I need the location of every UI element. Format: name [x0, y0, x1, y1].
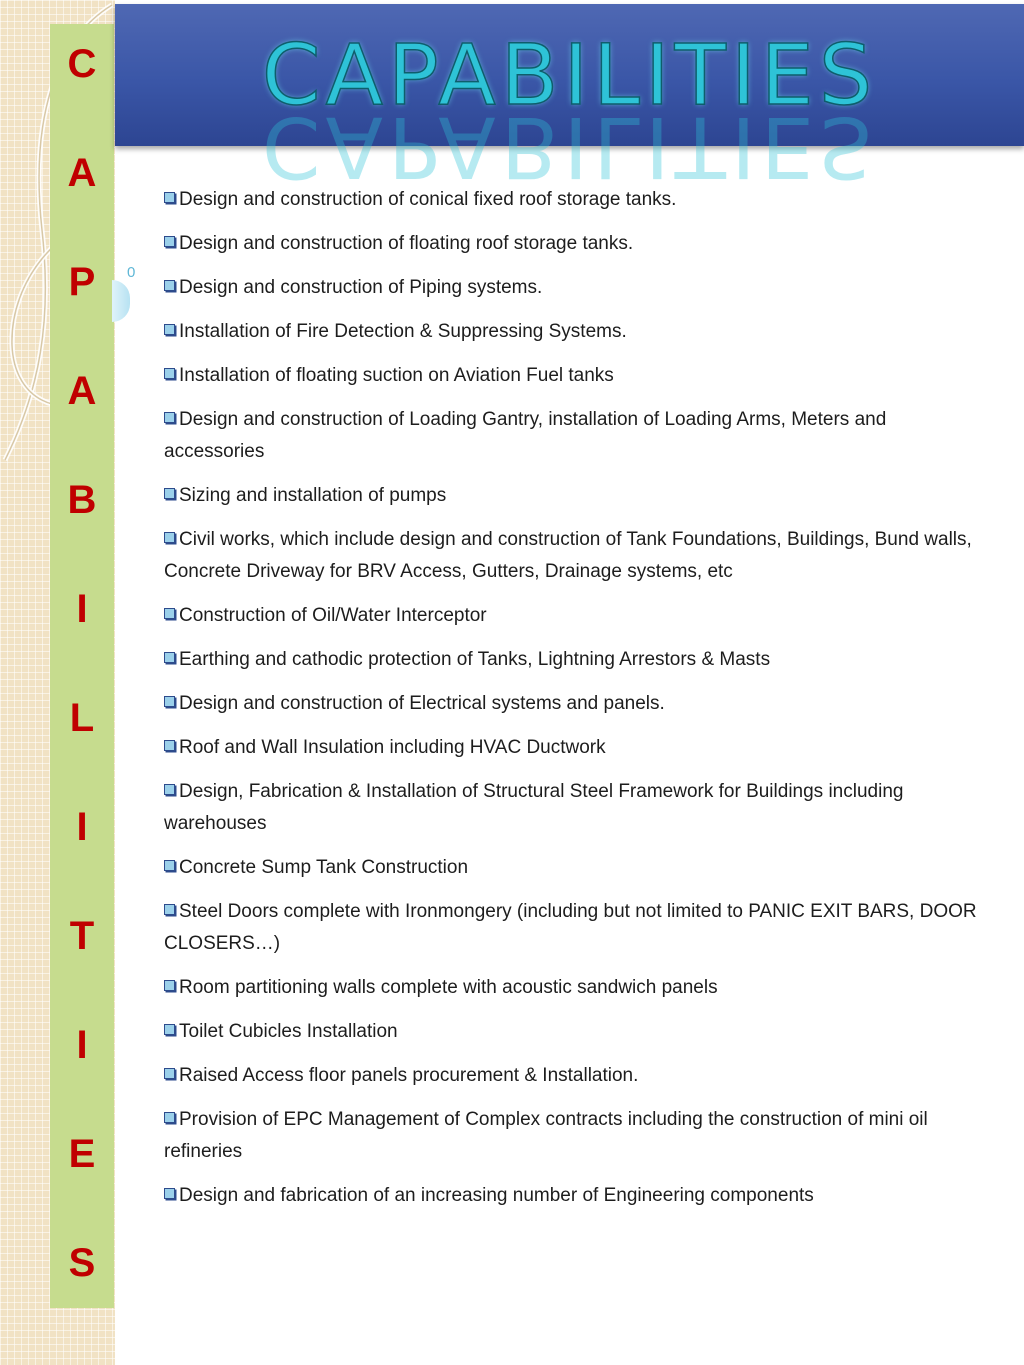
list-item-text: Civil works, which include design and construction of Tank Foundations, Buildings, Bund walls, Concrete Driveway for BRV Access, Gutters, Drainage systems, etc — [164, 529, 972, 582]
list-item — [164, 1016, 984, 1048]
vertical-letter: C — [67, 42, 97, 86]
list-item-text: Design, Fabrication & Installation of Structural Steel Framework for Buildings including warehouses — [164, 781, 904, 834]
list-item-text: Installation of Fire Detection & Suppressing Systems. — [179, 321, 627, 342]
square-bullet-icon — [164, 652, 175, 663]
list-item — [164, 732, 984, 764]
square-bullet-icon — [164, 980, 175, 991]
list-item — [164, 404, 984, 468]
square-bullet-icon — [164, 532, 175, 543]
square-bullet-icon — [164, 608, 175, 619]
list-item-text: Raised Access floor panels procurement & Installation. — [179, 1065, 639, 1086]
list-item — [164, 1060, 984, 1092]
vertical-letter: S — [68, 1241, 96, 1285]
list-item-text: Design and construction of Loading Gantry, installation of Loading Arms, Meters and accessories — [164, 409, 887, 462]
list-item — [164, 272, 984, 304]
square-bullet-icon — [164, 412, 175, 423]
list-item — [164, 184, 984, 216]
list-item — [164, 600, 984, 632]
list-item — [164, 360, 984, 392]
list-item — [164, 524, 984, 588]
vertical-letter: I — [76, 587, 88, 631]
list-item — [164, 1180, 984, 1212]
list-item-text: Roof and Wall Insulation including HVAC Ductwork — [179, 737, 606, 758]
square-bullet-icon — [164, 1068, 175, 1079]
list-item — [164, 852, 984, 884]
vertical-letter: I — [76, 1023, 88, 1067]
list-item — [164, 896, 984, 960]
square-bullet-icon — [164, 740, 175, 751]
vertical-letter: E — [68, 1132, 96, 1176]
vertical-letter: L — [69, 696, 95, 740]
square-bullet-icon — [164, 368, 175, 379]
vertical-letter: T — [69, 914, 95, 958]
square-bullet-icon — [164, 696, 175, 707]
vertical-letter: B — [67, 478, 97, 522]
square-bullet-icon — [164, 192, 175, 203]
square-bullet-icon — [164, 236, 175, 247]
list-item-text: Construction of Oil/Water Interceptor — [179, 605, 487, 626]
list-item — [164, 688, 984, 720]
square-bullet-icon — [164, 860, 175, 871]
square-bullet-icon — [164, 904, 175, 915]
page-title: CAPABILITIES — [261, 26, 878, 124]
list-item-text: Design and construction of Electrical systems and panels. — [179, 693, 665, 714]
square-bullet-icon — [164, 784, 175, 795]
title-reflection — [115, 98, 1024, 196]
square-bullet-icon — [164, 1112, 175, 1123]
list-item — [164, 644, 984, 676]
list-item-text: Sizing and installation of pumps — [179, 485, 447, 506]
square-bullet-icon — [164, 1024, 175, 1035]
list-item — [164, 776, 984, 840]
list-item — [164, 228, 984, 260]
vertical-letter: P — [68, 260, 96, 304]
vertical-letter: A — [67, 151, 97, 195]
capabilities-list — [164, 184, 984, 1224]
list-item-text: Concrete Sump Tank Construction — [179, 857, 469, 878]
square-bullet-icon — [164, 324, 175, 335]
list-item-text: Design and construction of Piping systems. — [179, 277, 543, 298]
list-item-text: Room partitioning walls complete with acoustic sandwich panels — [179, 977, 718, 998]
square-bullet-icon — [164, 488, 175, 499]
list-item-text: Provision of EPC Management of Complex contracts including the construction of mini oil refineries — [164, 1109, 928, 1162]
page-marker: 0 — [127, 264, 136, 281]
list-item-text: Installation of floating suction on Aviation Fuel tanks — [179, 365, 614, 386]
square-bullet-icon — [164, 1188, 175, 1199]
list-item — [164, 316, 984, 348]
list-item-text: Design and construction of conical fixed roof storage tanks. — [179, 189, 677, 210]
list-item — [164, 480, 984, 512]
list-item — [164, 1104, 984, 1168]
title-banner — [115, 4, 1024, 196]
vertical-letter: I — [76, 805, 88, 849]
square-bullet-icon — [164, 280, 175, 291]
list-item-text: Design and construction of floating roof storage tanks. — [179, 233, 634, 254]
title-reflection-text: CAPABILITIES — [261, 98, 878, 196]
list-item-text: Toilet Cubicles Installation — [179, 1021, 398, 1042]
vertical-title-bar — [50, 24, 114, 1308]
list-item-text: Earthing and cathodic protection of Tanks, Lightning Arrestors & Masts — [179, 649, 771, 670]
vertical-letter: A — [67, 369, 97, 413]
list-item — [164, 972, 984, 1004]
list-item-text: Steel Doors complete with Ironmongery (including but not limited to PANIC EXIT BARS, DOOR CLOSERS…) — [164, 901, 977, 954]
list-item-text: Design and fabrication of an increasing number of Engineering components — [179, 1185, 814, 1206]
